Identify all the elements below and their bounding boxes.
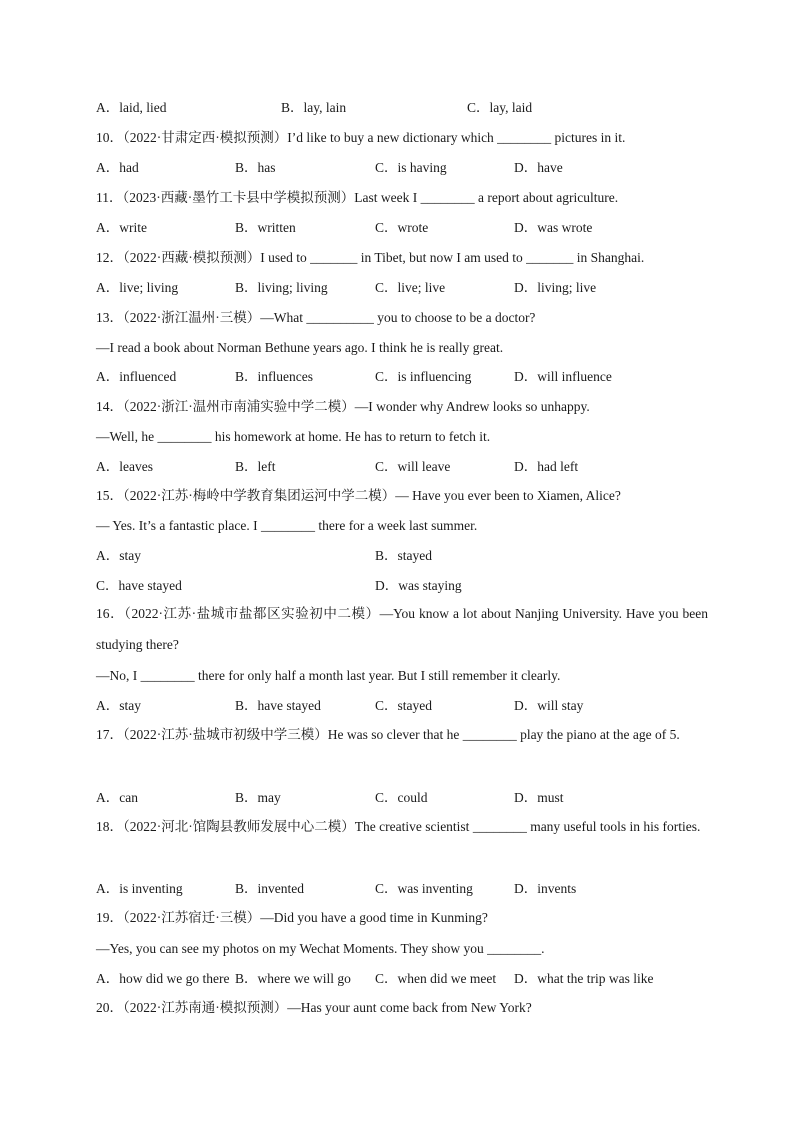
answer-option: C．lay, laid xyxy=(467,100,533,115)
answer-option: C．when did we meet xyxy=(375,971,497,986)
answer-option: C．was inventing xyxy=(375,881,473,896)
answer-option: D．was staying xyxy=(375,578,462,593)
answer-option: C．will leave xyxy=(375,459,451,474)
question-line: 10．（2022·甘肃定西·模拟预测）I’d like to buy a new dictionary which ________ pictures in it. xyxy=(96,130,626,145)
answer-option: A．is inventing xyxy=(96,881,183,896)
answer-option: D．will influence xyxy=(514,369,612,384)
answer-option: A．can xyxy=(96,790,138,805)
question-line: 19．（2022·江苏宿迁·三模）—Did you have a good time in Kunming? xyxy=(96,910,488,925)
answer-option: B．have stayed xyxy=(235,698,321,713)
answer-option: B．living; living xyxy=(235,280,328,295)
answer-option: C．could xyxy=(375,790,428,805)
question-paragraph: 16．（2022·江苏·盐城市盐都区实验初中二模）—You know a lot about Nanjing University. Have you been studying there? xyxy=(96,606,708,652)
question-line: 13．（2022·浙江温州·三模）—What __________ you to choose to be a doctor? xyxy=(96,310,536,325)
answer-option: C．is influencing xyxy=(375,369,472,384)
answer-option: A．live; living xyxy=(96,280,179,295)
answer-option: C．live; live xyxy=(375,280,446,295)
question-line: 11．（2023·西藏·墨竹工卡县中学模拟预测）Last week I ________ a report about agriculture. xyxy=(96,190,619,205)
answer-option: D．will stay xyxy=(514,698,584,713)
answer-option: B．written xyxy=(235,220,296,235)
answer-option: D．what the trip was like xyxy=(514,971,654,986)
answer-option: C．is having xyxy=(375,160,447,175)
answer-option: D．must xyxy=(514,790,564,805)
answer-option: A．influenced xyxy=(96,369,177,384)
answer-option: C．stayed xyxy=(375,698,432,713)
question-line: 14．（2022·浙江·温州市南浦实验中学二模）—I wonder why Andrew looks so unhappy. xyxy=(96,399,590,414)
question-line: —No, I ________ there for only half a month last year. But I still remember it clearly. xyxy=(96,668,561,683)
answer-option: B．may xyxy=(235,790,281,805)
question-line: —Well, he ________ his homework at home. He has to return to fetch it. xyxy=(96,429,491,444)
answer-option: B．left xyxy=(235,459,276,474)
answer-option: A．laid, lied xyxy=(96,100,167,115)
question-line: 12．（2022·西藏·模拟预测）I used to _______ in Tibet, but now I am used to _______ in Shanghai. xyxy=(96,250,645,265)
question-line: —I read a book about Norman Bethune years ago. I think he is really great. xyxy=(96,340,504,355)
answer-option: A．stay xyxy=(96,548,141,563)
answer-option: D．was wrote xyxy=(514,220,593,235)
answer-option: C．wrote xyxy=(375,220,429,235)
answer-option: D．had left xyxy=(514,459,579,474)
answer-option: A．leaves xyxy=(96,459,153,474)
answer-option: B．has xyxy=(235,160,276,175)
answer-option: C．have stayed xyxy=(96,578,182,593)
answer-option: B．influences xyxy=(235,369,313,384)
question-paragraph: 17．（2022·江苏·盐城市初级中学三模）He was so clever that he ________ play the piano at the age of 5. xyxy=(96,727,680,742)
answer-option: A．how did we go there xyxy=(96,971,230,986)
answer-option: B．stayed xyxy=(375,548,432,563)
answer-option: D．have xyxy=(514,160,563,175)
question-line: 15．（2022·江苏·梅岭中学教育集团运河中学二模）— Have you ever been to Xiamen, Alice? xyxy=(96,488,621,503)
answer-option: A．write xyxy=(96,220,147,235)
question-line: —Yes, you can see my photos on my Wechat Moments. They show you ________. xyxy=(96,941,545,956)
answer-option: B．where we will go xyxy=(235,971,351,986)
question-line: — Yes. It’s a fantastic place. I ________ there for a week last summer. xyxy=(96,518,478,533)
answer-option: D．invents xyxy=(514,881,577,896)
question-line: 20．（2022·江苏南通·模拟预测）—Has your aunt come back from New York? xyxy=(96,1000,532,1015)
answer-option: A．had xyxy=(96,160,139,175)
answer-option: B．invented xyxy=(235,881,304,896)
question-paragraph: 18．（2022·河北·馆陶县教师发展中心二模）The creative scientist ________ many useful tools in his forties. xyxy=(96,819,701,834)
answer-option: A．stay xyxy=(96,698,141,713)
answer-option: B．lay, lain xyxy=(281,100,347,115)
answer-option: D．living; live xyxy=(514,280,597,295)
